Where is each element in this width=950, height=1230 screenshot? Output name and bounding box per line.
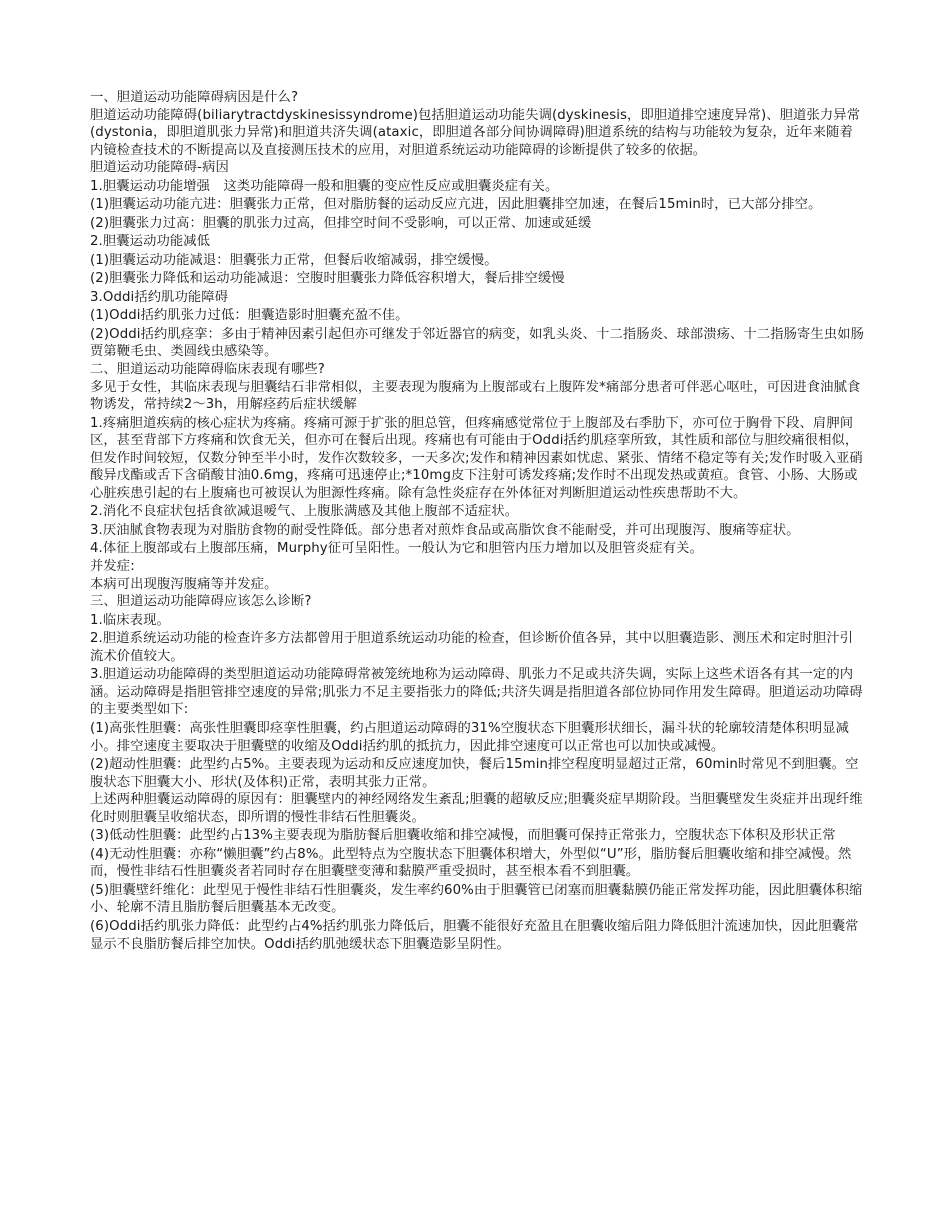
list-item-pain: 1.疼痛胆道疾病的核心症状为疼痛。疼痛可源于扩张的胆总管，但疼痛感觉常位于上腹部及右季肋下，亦可位于胸骨下段、肩胛间区，甚至背部下方疼痛和饮食无关，但亦可在餐后出现。疼痛也有可能由于Oddi括约肌痉挛所致，其性质和部位与胆绞痛很相似，但发作时间较短，仅数分钟至半小时，发作次数较多，一天多次;发作和精神因素如忧虑、紧张、情绪不稳定等有关;发作时吸入亚硝酸异戊酯或舌下含硝酸甘油0.6mg，疼痛可迅速停止;*10mg皮下注射可诱发疼痛;发作时不出现发热或黄疸。食管、小肠、大肠或心脏疾患引起的右上腹痛也可被误认为胆源性疼痛。除有急性炎症存在外体征对判断胆道运动性疾患帮助不大。 [90, 415, 863, 501]
list-item-oddi-dysfunction: 3.Oddi括约肌功能障碍 [90, 289, 229, 305]
list-item-hyperkinetic: (2)超动性胆囊：此型约占5%。主要表现为运动和反应速度加快，餐后15min排空程度明显超过正常，60min时常见不到胆囊。空腹状态下胆囊大小、形状(及体积)正常，表明其张力正常。 [90, 757, 859, 790]
list-item-hypotonia: (2)胆囊张力降低和运动功能减退：空腹时胆囊张力降低容积增大，餐后排空缓慢 [90, 271, 565, 287]
list-item-hypofunction: (1)胆囊运动功能减退：胆囊张力正常，但餐后收缩减弱，排空缓慢。 [90, 252, 498, 268]
list-item-exams: 2.胆道系统运动功能的检查许多方法都曾用于胆道系统运动功能的检查，但诊断价值各异，其中以胆囊造影、测压术和定时胆汁引流术价值较大。 [90, 631, 854, 664]
list-item-gallbladder-enhanced: 1.胆囊运动功能增强 这类功能障碍一般和胆囊的变应性反应或胆囊炎症有关。 [90, 178, 559, 194]
subheading-etiology: 胆道运动功能障碍-病因 [90, 160, 229, 176]
list-item-hypertonic: (1)高张性胆囊：高张性胆囊即痉挛性胆囊，约占胆道运动障碍的31%空腹状态下胆囊形状细长，漏斗状的轮廓较清楚体积明显减小。排空速度主要取决于胆囊壁的收缩及Oddi括约肌的抵抗力，因此排空速度可以正常也可以加快或减慢。 [90, 720, 850, 754]
list-item-akinetic: (4)无动性胆囊：亦称“懒胆囊”约占8%。此型特点为空腹状态下胆囊体积增大，外型似“U”形，脂肪餐后胆囊收缩和排空减慢。然而，慢性非结石性胆囊炎者若同时存在胆囊壁变薄和黏膜严重受损时，甚至根本看不到胆囊。 [90, 846, 852, 880]
list-item-fibrosis: (5)胆囊壁纤维化：此型见于慢性非结石性胆囊炎，发生率约60%由于胆囊管已闭塞而胆囊黏膜仍能正常发挥功能，因此胆囊体积缩小、轮廓不清且脂肪餐后胆囊基本无改变。 [90, 882, 863, 916]
section-heading-symptoms: 二、胆道运动功能障碍临床表现有哪些? [90, 361, 325, 377]
section-heading-diagnosis: 三、胆道运动功能障碍应该怎么诊断? [90, 594, 312, 610]
list-item-dyspepsia: 2.消化不良症状包括食欲减退嗳气、上腹胀满感及其他上腹部不适症状。 [90, 504, 519, 520]
subheading-complications: 并发症: [90, 559, 135, 575]
list-item-oddi-low-tone: (1)Oddi括约肌张力过低：胆囊造影时胆囊充盈不佳。 [90, 308, 409, 324]
list-item-hypertonia: (2)胆囊张力过高：胆囊的肌张力过高，但排空时间不受影响，可以正常、加速或延缓 [90, 215, 592, 231]
section-heading-etiology: 一、胆道运动功能障碍病因是什么? [90, 90, 299, 105]
list-item-fat-intolerance: 3.厌油腻食物表现为对脂肪食物的耐受性降低。部分患者对煎炸食品或高脂饮食不能耐受，并可出现腹泻、腹痛等症状。 [90, 522, 800, 538]
paragraph-causes: 上述两种胆囊运动障碍的原因有：胆囊壁内的神经网络发生紊乱;胆囊的超敏反应;胆囊炎症早期阶段。当胆囊壁发生炎症并出现纤维化时则胆囊呈收缩状态，即所谓的慢性非结石性胆囊炎。 [90, 792, 863, 825]
list-item-hypokinetic: (3)低动性胆囊：此型约占13%主要表现为脂肪餐后胆囊收缩和排空减慢，而胆囊可保持正常张力，空腹状态下体积及形状正常 [90, 828, 836, 844]
list-item-clinical: 1.临床表现。 [90, 612, 170, 628]
paragraph-symptoms: 多见于女性，其临床表现与胆囊结石非常相似，主要表现为腹痛为上腹部或右上腹阵发*痛部分患者可伴恶心呕吐，可因进食油腻食物诱发，常持续2～3h，用解痉药后症状缓解 [90, 379, 861, 413]
paragraph-intro: 胆道运动功能障碍(biliarytractdyskinesissyndrome)包括胆道运动功能失调(dyskinesis，即胆道排空速度异常)、胆道张力异常(dystonia，即胆道肌张力异常)和胆道共济失调(ataxic，即胆道各部分间协调障碍)胆道系统的结构与功能较为复杂，近年来随着内镜检查技术的不断提高以及直接测压技术的应用，对胆道系统运动功能障碍的诊断提供了较多的依据。 [90, 107, 861, 158]
list-item-oddi-reduced: (6)Oddi括约肌张力降低：此型约占4%括约肌张力降低后，胆囊不能很好充盈且在胆囊收缩后阻力降低胆汁流速加快，因此胆囊常显示不良脂肪餐后排空加快。Oddi括约肌弛缓状态下胆囊造影呈阴性。 [90, 918, 859, 952]
list-item-oddi-spasm: (2)Oddi括约肌痉挛：多由于精神因素引起但亦可继发于邻近器官的病变，如乳头炎、十二指肠炎、球部溃疡、十二指肠寄生虫如肠贾第鞭毛虫、类圆线虫感染等。 [90, 326, 865, 360]
list-item-signs: 4.体征上腹部或右上腹部压痛，Murphy征可呈阳性。一般认为它和胆管内压力增加以及胆管炎症有关。 [90, 541, 703, 557]
paragraph-complications: 本病可出现腹泻腹痛等并发症。 [90, 576, 278, 592]
list-item-hyperfunction: (1)胆囊运动功能亢进：胆囊张力正常，但对脂肪餐的运动反应亢进，因此胆囊排空加速，在餐后15min时，已大部分排空。 [90, 197, 822, 213]
list-item-types: 3.胆道运动功能障碍的类型胆道运动功能障碍常被笼统地称为运动障碍、肌张力不足或共济失调，实际上这些术语各有其一定的内涵。运动障碍是指胆管排空速度的异常;肌张力不足主要指张力的降低;共济失调是指胆道各部位协同作用发生障碍。胆道运动功障碍的主要类型如下: [90, 667, 863, 718]
list-item-gallbladder-reduced: 2.胆囊运动功能减低 [90, 234, 211, 250]
document-body [90, 89, 865, 953]
